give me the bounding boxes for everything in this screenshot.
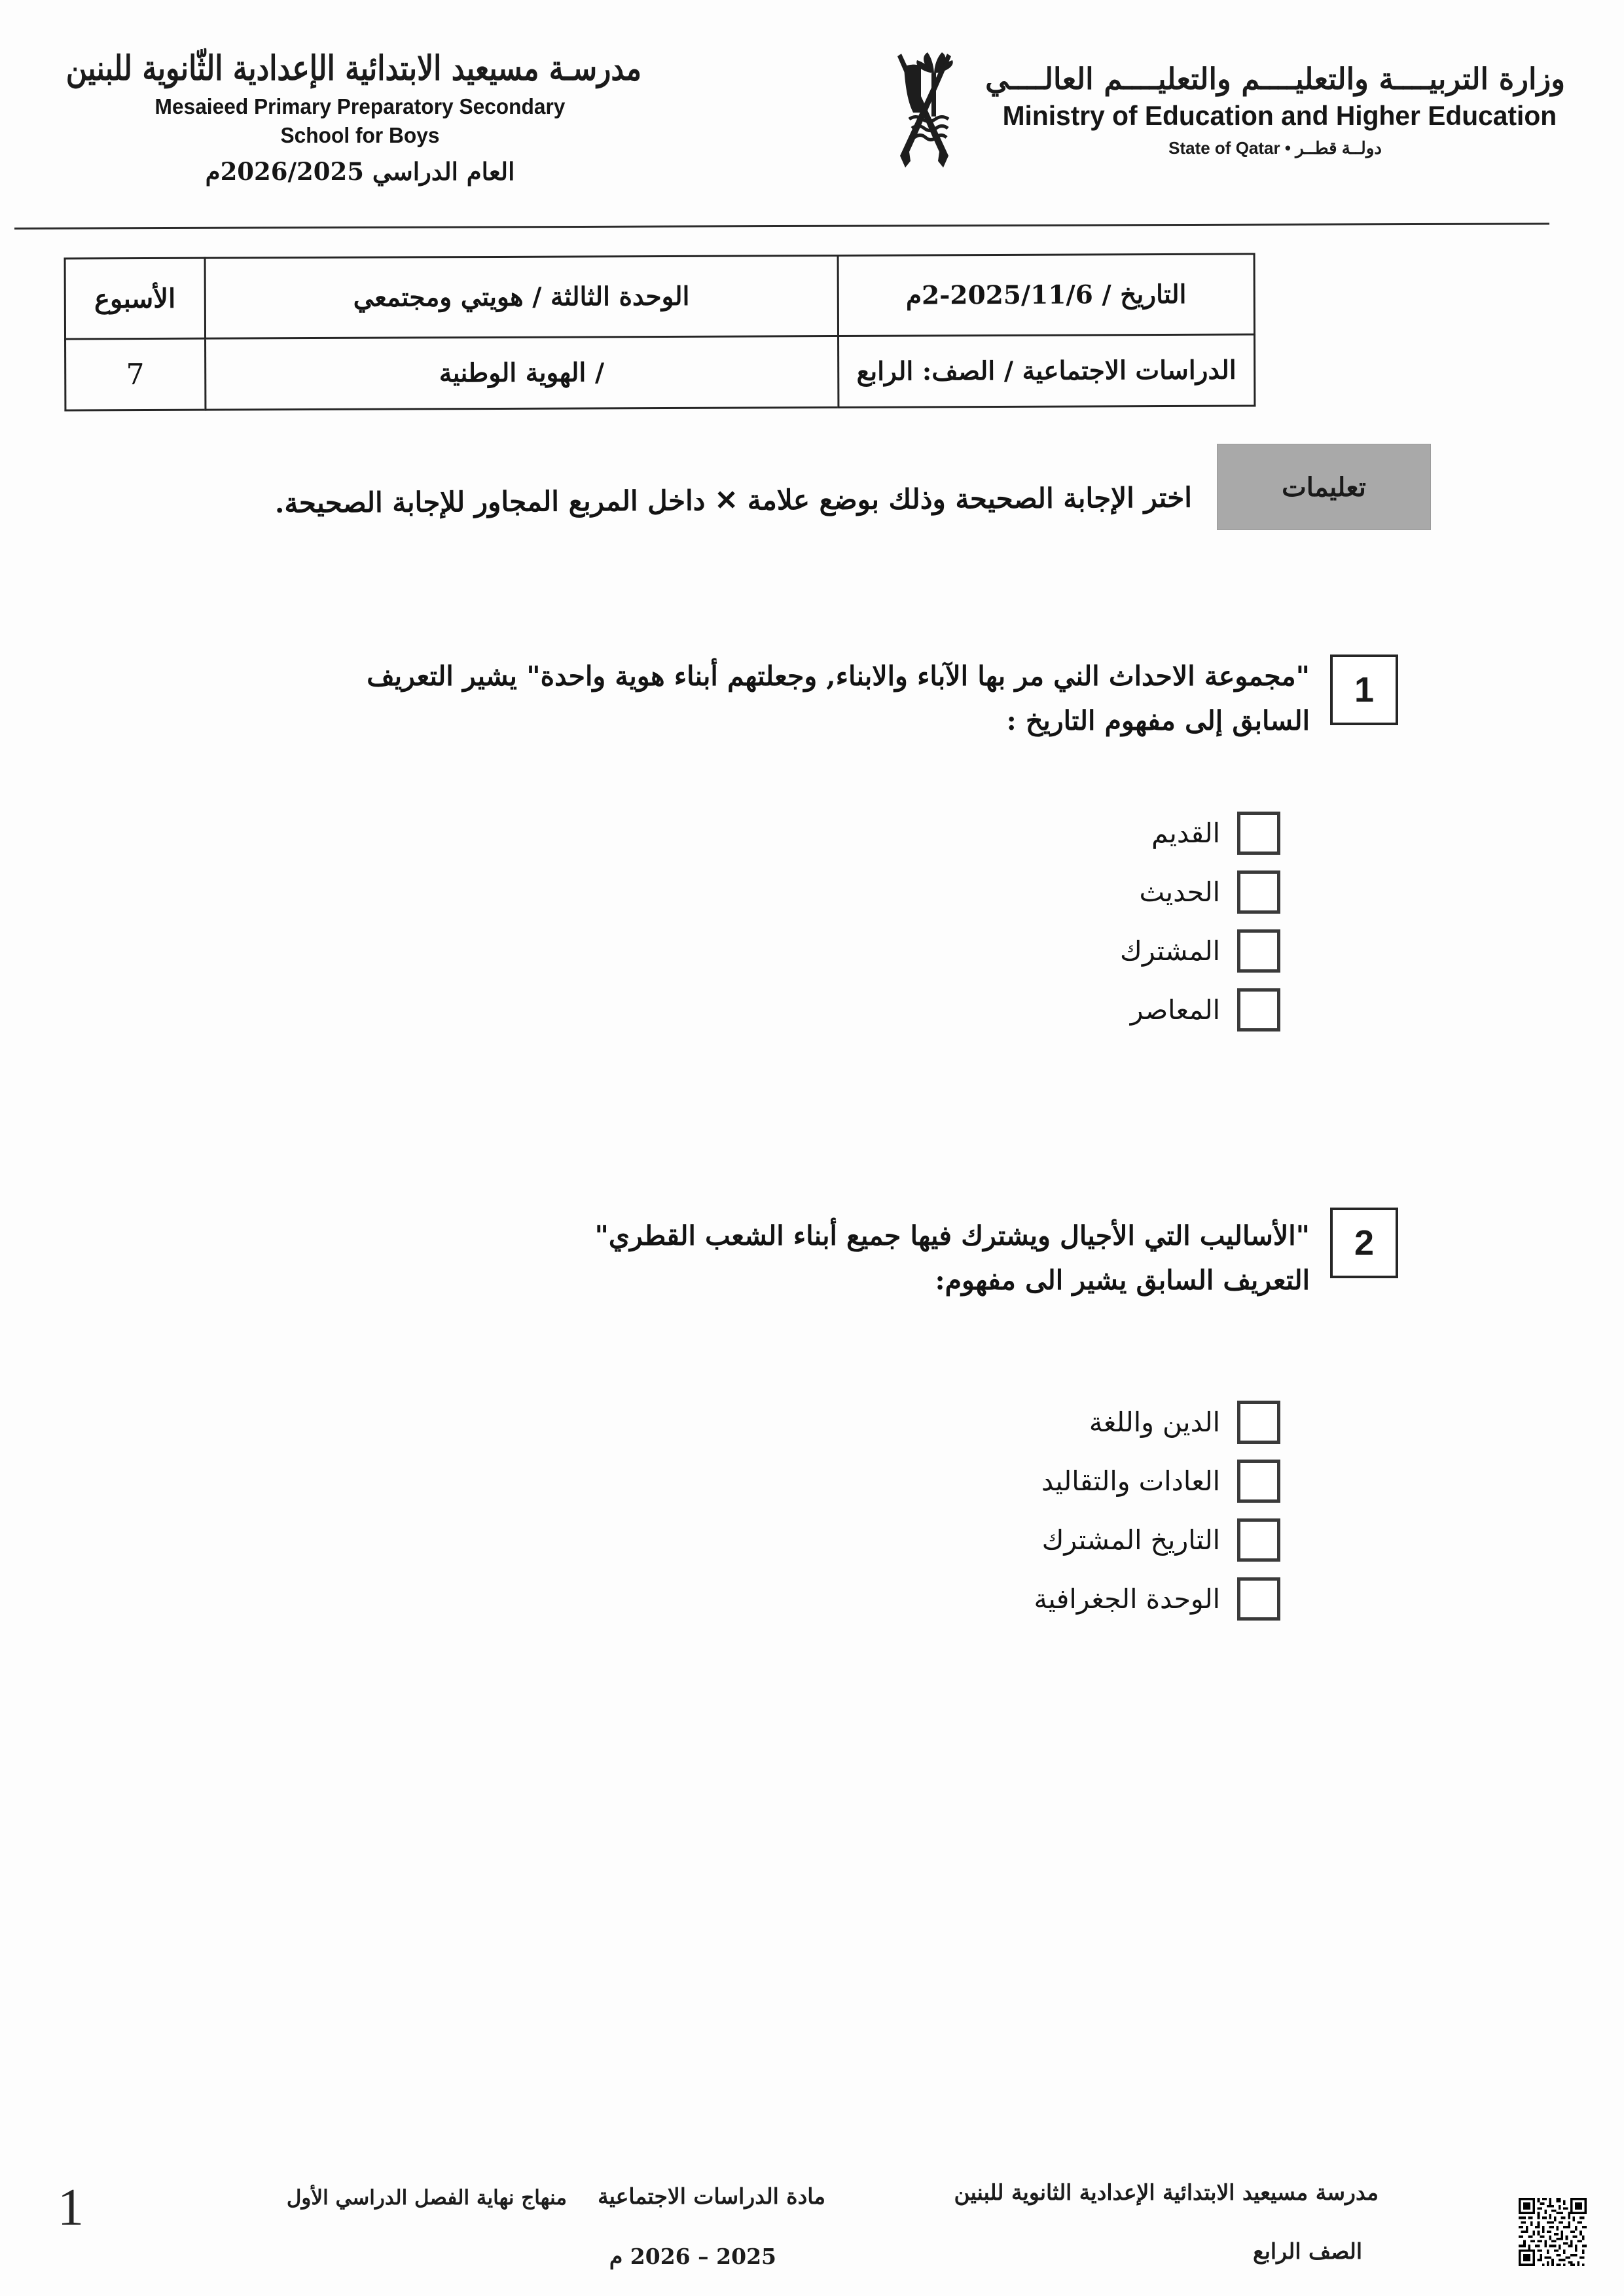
option-label: التاريخ المشترك (1041, 1524, 1220, 1556)
instructions-text: اختر الإجابة الصحيحة وذلك بوضع علامة ✕ داخل المربع المجاور للإجابة الصحيحة. (274, 481, 1193, 520)
footer-school: مدرسة مسيعيد الابتدائية الإعدادية الثانوية للبنين (954, 2179, 1379, 2205)
option-row[interactable] (1034, 1570, 1280, 1628)
week-number-cell: 7 (65, 338, 206, 410)
academic-year: العام الدراسي 2026/2025م (205, 157, 515, 186)
week-header-cell: الأسبوع (65, 258, 205, 339)
header-divider (14, 223, 1549, 229)
question-2-line2: التعريف السابق يشير الى مفهوم: (935, 1264, 1310, 1296)
option-row[interactable] (1120, 922, 1280, 980)
question-1-number: 1 (1330, 655, 1398, 725)
checkbox-q1-option-1[interactable] (1237, 812, 1280, 855)
option-label: الوحدة الجغرافية (1034, 1583, 1220, 1615)
option-row[interactable] (1034, 1452, 1280, 1511)
question-2-line1: "الأساليب التي الأجيال ويشترك فيها جميع أبناء الشعب القطري" (594, 1220, 1310, 1251)
question-2-text (171, 1214, 1310, 1302)
qatar-state-emblem-icon (875, 39, 973, 177)
option-label: المعاصر (1130, 994, 1220, 1026)
footer-subject: مادة الدراسات الاجتماعية (598, 2183, 825, 2209)
lesson-info-table (64, 253, 1256, 412)
question-1-options (1120, 804, 1280, 1039)
school-name-english-line2: School for Boys (280, 123, 440, 147)
checkbox-q2-option-4[interactable] (1237, 1577, 1280, 1621)
ministry-header (875, 39, 1565, 177)
instructions-badge: تعليمات (1217, 444, 1431, 530)
ministry-name-english: Ministry of Education and Higher Education (1002, 100, 1557, 131)
table-row (65, 334, 1255, 410)
checkbox-q2-option-1[interactable] (1237, 1401, 1280, 1444)
school-header (65, 49, 641, 186)
question-1-line2: السابق إلى مفهوم التاريخ : (1006, 704, 1310, 736)
date-cell: التاريخ / 2025/11/6-2م (838, 254, 1255, 336)
question-1-line1: "مجموعة الاحداث الني مر بها الآباء والابناء, وجعلتهم أبناء هوية واحدة" يشير التعريف (367, 660, 1310, 692)
option-row[interactable] (1120, 980, 1280, 1039)
subject-grade-cell: الدراسات الاجتماعية / الصف: الرابع (838, 334, 1255, 407)
school-name-english-line1: Mesaieed Primary Preparatory Secondary (154, 94, 566, 118)
page-number: 1 (58, 2179, 84, 2236)
footer-curriculum: منهاج نهاية الفصل الدراسي الأول (286, 2186, 567, 2210)
unit-cell: الوحدة الثالثة / هويتي ومجتمعي (205, 255, 839, 338)
page-footer (0, 2160, 1624, 2296)
option-label: القديم (1151, 817, 1220, 849)
option-label: العادات والتقاليد (1041, 1465, 1220, 1497)
option-label: الحديث (1139, 876, 1220, 908)
option-row[interactable] (1120, 804, 1280, 863)
footer-year: 2025 – 2026 م (609, 2244, 776, 2269)
checkbox-q1-option-4[interactable] (1237, 988, 1280, 1031)
qr-code-icon (1519, 2198, 1587, 2266)
footer-grade: الصف الرابع (1253, 2238, 1362, 2264)
checkbox-q1-option-3[interactable] (1237, 929, 1280, 973)
option-label: الدين واللغة (1089, 1407, 1220, 1438)
checkbox-q1-option-2[interactable] (1237, 870, 1280, 914)
option-row[interactable] (1034, 1511, 1280, 1570)
school-name-arabic: مدرسـة مسيعيد الابتدائية الإعدادية الثّانوية للبنين (65, 49, 641, 89)
state-of-qatar-label: دولــة قطــر • State of Qatar (1168, 138, 1382, 158)
checkbox-q2-option-2[interactable] (1237, 1460, 1280, 1503)
option-row[interactable] (1120, 863, 1280, 922)
question-2-number: 2 (1330, 1208, 1398, 1278)
topic-cell: / الهوية الوطنية (205, 336, 839, 410)
checkbox-q2-option-3[interactable] (1237, 1518, 1280, 1562)
question-1-text (171, 655, 1310, 743)
option-label: المشترك (1120, 935, 1220, 967)
question-2-options (1034, 1393, 1280, 1628)
ministry-name-arabic: وزارة التربيــــة والتعليــــم والتعليــــم العالــــي (985, 62, 1565, 96)
option-row[interactable] (1034, 1393, 1280, 1452)
table-row (65, 254, 1254, 339)
